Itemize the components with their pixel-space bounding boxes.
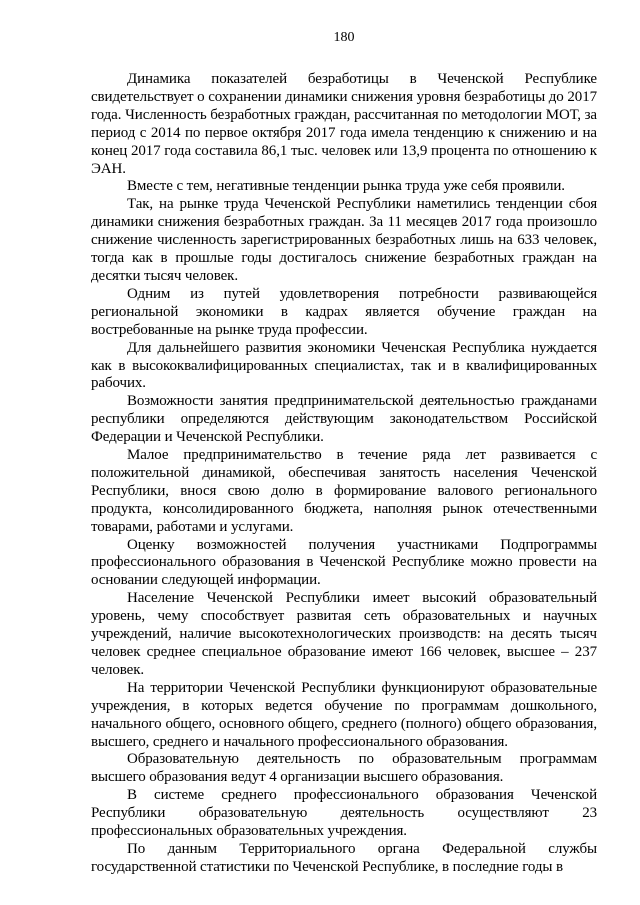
paragraph-educational-institutions: На территории Чеченской Республики функционируют образовательные учреждения, в которых ведется обучение по программам дошкольного, начального общего, основного общего, среднего (полного) общего образования, высшего, среднего и начального профессионального образования. bbox=[91, 679, 597, 750]
paragraph-evaluation-basis: Оценку возможностей получения участниками Подпрограммы профессионального образования в Чеченской Республике можно провести на основании следующей информации. bbox=[91, 536, 597, 589]
page-number: 180 bbox=[333, 30, 355, 45]
paragraph-secondary-professional: В системе среднего профессионального образования Чеченской Республики образовательную деятельность осуществляют 23 профессиональных образовательных учреждения. bbox=[91, 787, 597, 840]
paragraph-unemployment-dynamics: Динамика показателей безработицы в Чеченской Республике свидетельствует о сохранении динамики снижения уровня безработицы до 2017 года. Численность безработных граждан, рассчитанная по методологии МОТ, за период с 2014 по первое октября 2017 года имела тенденцию к снижению и на конец 2017 года составила 86,1 тыс. человек или 13,9 процента по отношению к ЭАН. bbox=[91, 71, 597, 177]
document-page bbox=[91, 30, 597, 900]
paragraph-higher-education: Образовательную деятельность по образовательным программам высшего образования ведут 4 организации высшего образования. bbox=[91, 751, 597, 786]
paragraph-specialists-need: Для дальнейшего развития экономики Чеченская Республика нуждается как в высококвалифицированных специалистах, так и в квалифицированных рабочих. bbox=[91, 339, 597, 392]
paragraph-education-level: Население Чеченской Республики имеет высокий образовательный уровень, чему способствует развитая сеть образовательных и научных учреждений, наличие высокотехнологических производств: на десять тысяч человек среднее специальное образование имеют 166 человек, высшее – 237 человек. bbox=[91, 590, 597, 678]
paragraph-negative-trends: Вместе с тем, негативные тенденции рынка труда уже себя проявили. bbox=[127, 178, 565, 195]
paragraph-labor-market-failure: Так, на рынке труда Чеченской Республики наметились тенденции сбоя динамики снижения безработных граждан. За 11 месяцев 2017 года произошло снижение численность зарегистрированных безработных лишь на 633 человек, тогда как в прошлые годы достигалось снижение безработных граждан на десятки тысяч человек. bbox=[91, 196, 597, 284]
paragraph-training-demand: Одним из путей удовлетворения потребности развивающейся региональной экономики в кадрах является обучение граждан на востребованные на рынке труда профессии. bbox=[91, 285, 597, 338]
paragraph-entrepreneurship: Возможности занятия предпринимательской деятельностью гражданами республики определяются действующим законодательством Российской Федерации и Чеченской Республики. bbox=[91, 393, 597, 446]
paragraph-statistics: По данным Территориального органа Федеральной службы государственной статистики по Чеченской Республике, в последние годы в bbox=[91, 840, 597, 875]
paragraph-small-business: Малое предпринимательство в течение ряда лет развивается с положительной динамикой, обеспечивая занятость населения Чеченской Республики, внося свою долю в формирование валового регионального продукта, консолидированного бюджета, наполняя рынок отечественными товарами, работами и услугами. bbox=[91, 447, 597, 535]
